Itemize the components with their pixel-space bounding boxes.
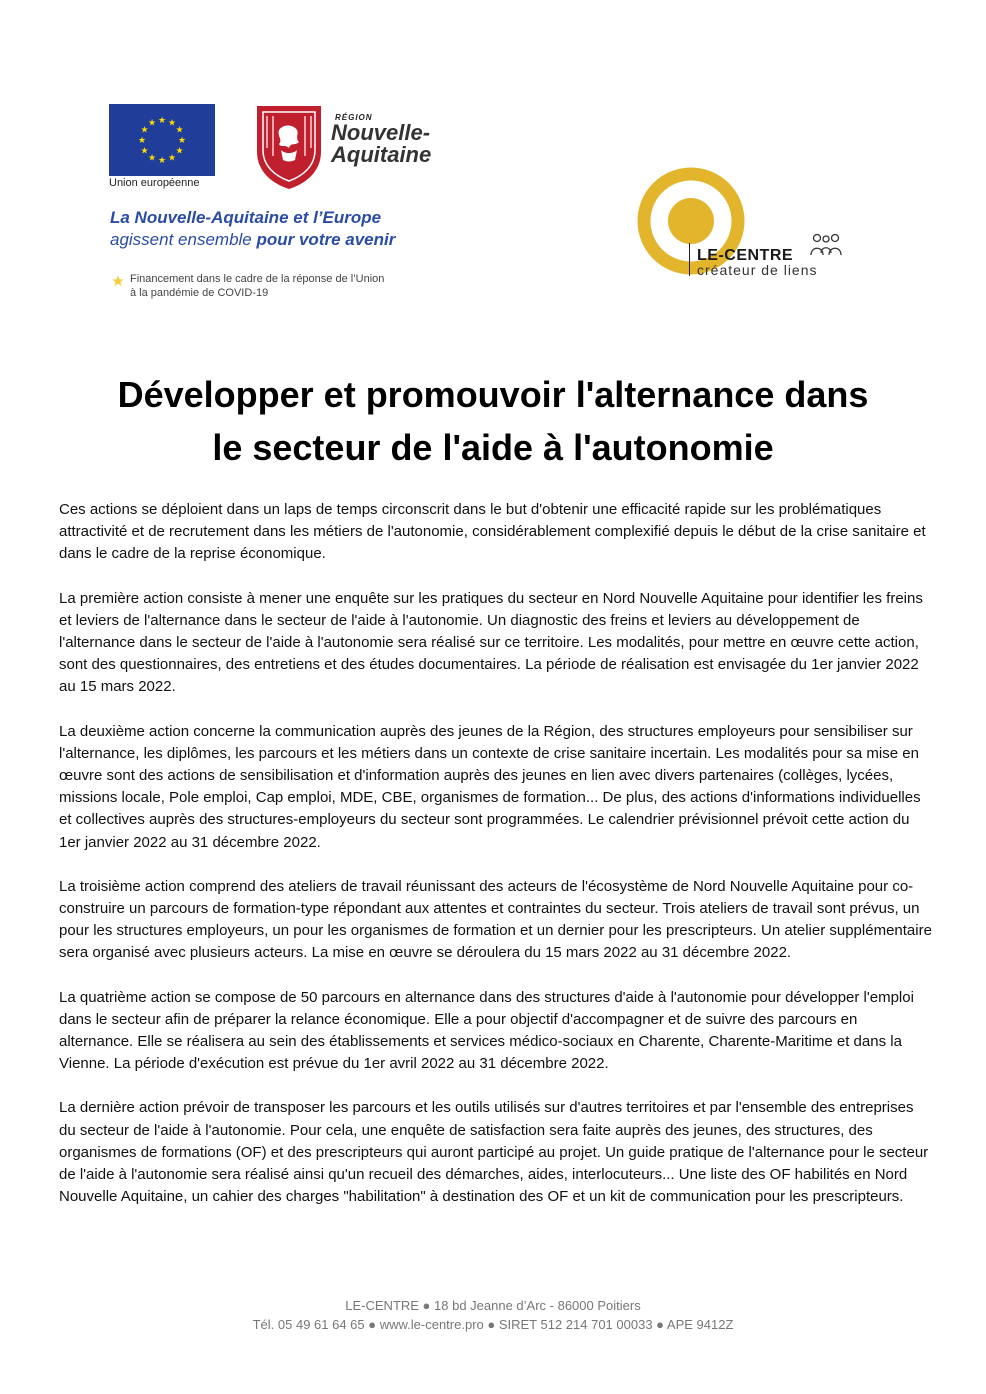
svg-text:★: ★ (140, 125, 149, 136)
title-line1: Développer et promouvoir l'alternance dans (117, 374, 869, 415)
svg-text:★: ★ (167, 153, 177, 164)
region-name-line2: Aquitaine (331, 142, 432, 167)
funding-notice (130, 272, 450, 300)
star-icon (112, 274, 124, 286)
paragraph-intro: Ces actions se déploient dans un laps de temps circonscrit dans le but d'obtenir une efficacité rapide sur les problématiques attractivité et de recrutement dans les métiers de l'autonomie, considérablement complexifié depuis le début de la crise sanitaire et dans le cadre de la reprise économique. (59, 501, 926, 563)
people-icon (809, 233, 843, 257)
paragraph-action-3: La troisième action comprend des ateliers de travail réunissant des acteurs de l'écosystème de Nord Nouvelle Aquitaine pour co-construire un parcours de formation-type répondant aux attentes et contraintes du secteur. Trois ateliers de travail sont prévus, un pour les structures employeurs, un pour les organismes de formation et un dernier pour les prescripteurs. Un atelier supplémentaire sera organisé avec plusieurs acteurs. La mise en œuvre se déroulera du 15 mars 2022 au 31 décembre 2022. (59, 877, 932, 962)
svg-text:★: ★ (137, 136, 147, 146)
svg-text:★: ★ (177, 136, 187, 146)
svg-text:★: ★ (175, 146, 184, 157)
paragraph-action-5: La dernière action prévoir de transposer les parcours et les outils utilisés sur d'autres territoires et par l'ensemble des entreprises du secteur de l'aide à l'autonomie. Pour cela, une enquête de satisfaction sera faite auprès des jeunes, des structures, des organismes de formations (OF) et des prescripteurs qui auront participé au projet. Un guide pratique de l'alternance pour le secteur de l'aide à l'autonomie sera réalisé ainsi qu'un recueil des démarches, aides, interlocuteurs... Une liste des OF habilités en Nord Nouvelle Aquitaine, un cahier des charges "habilitation" à destination des OF et un kit de communication pour les prescripteurs. (59, 1099, 929, 1206)
eu-label: Union européenne (109, 177, 200, 189)
paragraph-action-2: La deuxième action concerne la communication auprès des jeunes de la Région, des structures employeurs pour sensibiliser sur l'alternance, les diplômes, les parcours et les métiers dans un contexte de crise sanitaire incertain. Les modalités pour sa mise en œuvre sont des actions de sensibilisation et d'information auprès des jeunes en lien avec divers partenaires (collèges, lycées, missions locale, Pole emploi, Cap emploi, MDE, CBE, organismes de formation... De plus, des actions d'informations individuelles et collectives auprès des structures-employeurs du secteur sont programmées. Le calendrier prévisionnel prévoit cette action du 1er janvier 2022 au 31 décembre 2022. (59, 722, 921, 851)
eu-flag-icon (109, 104, 215, 176)
region-small-label: RÉGION (335, 113, 373, 122)
footer-contact: Tél. 05 49 61 64 65 ● www.le-centre.pro ● SIRET 512 214 701 00033 ● APE 9412Z (252, 1317, 734, 1332)
tagline-line2-bold: pour votre avenir (256, 230, 396, 249)
title-line2: le secteur de l'aide à l'autonomie (212, 427, 774, 468)
footer (0, 1296, 986, 1334)
region-name-line1: Nouvelle- (331, 120, 431, 145)
paragraph-action-1: La première action consiste à mener une enquête sur les pratiques du secteur en Nord Nouvelle Aquitaine pour identifier les freins et leviers de l'alternance dans le secteur de l'aide à l'autonomie. Un diagnostic des freins et leviers au développement de l'alternance dans le secteur de l'aide à l'autonomie sera réalisé sur ce territoire. Les modalités, pour mettre en œuvre cette action, sont des questionnaires, des entretiens et des études documentaires. La période de réalisation est envisagée du 1er janvier 2022 au 15 mars 2022. (59, 589, 923, 696)
centre-tagline: créateur de liens (697, 262, 818, 278)
logo-divider (689, 243, 690, 276)
svg-text:★: ★ (147, 118, 157, 129)
svg-text:★: ★ (157, 116, 167, 126)
svg-text:★: ★ (175, 125, 184, 136)
page-title (40, 368, 946, 474)
funding-line1: Financement dans le cadre de la réponse de l’Union (130, 273, 385, 285)
svg-text:★: ★ (147, 153, 157, 164)
footer-address: LE-CENTRE ● 18 bd Jeanne d’Arc - 86000 Poitiers (345, 1298, 641, 1313)
tagline-line1: La Nouvelle-Aquitaine et l’Europe (110, 208, 382, 227)
lion-shield-icon (255, 104, 323, 190)
svg-text:★: ★ (157, 156, 167, 166)
region-name (331, 122, 431, 166)
centre-name: LE-CENTRE (697, 247, 794, 264)
svg-text:★: ★ (167, 118, 177, 129)
tagline-line2-plain: agissent ensemble (110, 230, 257, 249)
tagline-line2 (110, 230, 395, 250)
document-body (59, 499, 933, 1230)
paragraph-action-4: La quatrième action se compose de 50 parcours en alternance dans des structures d'aide à l'autonomie pour développer l'emploi dans le secteur afin de préparer la relance économique. Elle a pour objectif d'accompagner et de suivre des parcours en alternance. Elle se réalisera au sein des établissements et services médico-sociaux en Charente, Charente-Maritime et dans la Vienne. La période d'exécution est prévue du 1er avril 2022 au 31 décembre 2022. (59, 988, 914, 1073)
funding-line2: à la pandémie de COVID-19 (130, 287, 269, 299)
svg-text:★: ★ (140, 146, 149, 157)
